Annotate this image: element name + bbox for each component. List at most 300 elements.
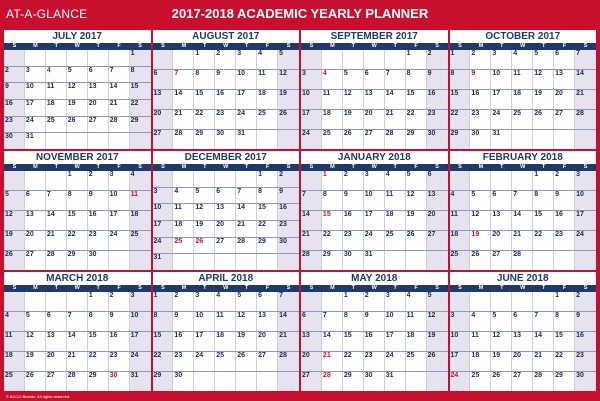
day-cell[interactable]: [130, 50, 151, 66]
day-cell[interactable]: [4, 67, 25, 83]
day-cell[interactable]: [236, 312, 257, 331]
day-cell[interactable]: [153, 312, 174, 331]
day-cell[interactable]: [194, 70, 215, 89]
day-cell[interactable]: [4, 231, 25, 250]
day-cell[interactable]: [109, 292, 130, 311]
day-cell[interactable]: [385, 292, 406, 311]
day-cell[interactable]: [427, 90, 448, 109]
day-cell[interactable]: [67, 171, 88, 190]
day-cell[interactable]: [257, 90, 278, 109]
day-cell[interactable]: [194, 90, 215, 109]
day-cell[interactable]: [215, 372, 236, 391]
day-cell[interactable]: [385, 352, 406, 371]
day-cell[interactable]: [153, 110, 174, 129]
day-cell[interactable]: [575, 171, 596, 190]
day-cell[interactable]: [88, 292, 109, 311]
day-cell[interactable]: [173, 171, 194, 187]
day-cell[interactable]: [109, 83, 130, 99]
day-cell[interactable]: [109, 211, 130, 230]
day-cell[interactable]: [343, 312, 364, 331]
day-cell[interactable]: [322, 50, 343, 69]
day-cell[interactable]: [215, 238, 236, 254]
day-cell[interactable]: [4, 211, 25, 230]
day-cell[interactable]: [427, 312, 448, 331]
day-cell[interactable]: [491, 90, 512, 109]
day-cell[interactable]: [278, 312, 299, 331]
day-cell[interactable]: [450, 211, 471, 230]
day-cell[interactable]: [109, 67, 130, 83]
day-cell[interactable]: [533, 312, 554, 331]
day-cell[interactable]: [512, 312, 533, 331]
day-cell[interactable]: [385, 171, 406, 190]
day-cell[interactable]: [364, 191, 385, 210]
day-cell[interactable]: [153, 221, 174, 237]
day-cell[interactable]: [88, 117, 109, 133]
day-cell[interactable]: [130, 133, 151, 149]
day-cell[interactable]: [25, 191, 46, 210]
day-cell[interactable]: [512, 292, 533, 311]
day-cell[interactable]: [385, 231, 406, 250]
day-cell[interactable]: [450, 191, 471, 210]
day-cell[interactable]: [236, 50, 257, 69]
day-cell[interactable]: [512, 50, 533, 69]
day-cell[interactable]: [46, 117, 67, 133]
day-cell[interactable]: [46, 133, 67, 149]
day-cell[interactable]: [450, 292, 471, 311]
day-cell[interactable]: [470, 171, 491, 190]
day-cell[interactable]: [4, 171, 25, 190]
day-cell[interactable]: [130, 352, 151, 371]
day-cell[interactable]: [278, 221, 299, 237]
day-cell[interactable]: [88, 83, 109, 99]
day-cell[interactable]: [88, 100, 109, 116]
day-cell[interactable]: [512, 70, 533, 89]
day-cell[interactable]: [470, 191, 491, 210]
day-cell[interactable]: [153, 50, 174, 69]
day-cell[interactable]: [427, 50, 448, 69]
day-cell[interactable]: [4, 133, 25, 149]
day-cell[interactable]: [450, 70, 471, 89]
day-cell[interactable]: [46, 67, 67, 83]
day-cell[interactable]: [4, 372, 25, 391]
day-cell[interactable]: [427, 352, 448, 371]
day-cell[interactable]: [322, 292, 343, 311]
day-cell[interactable]: [343, 231, 364, 250]
day-cell[interactable]: [533, 251, 554, 270]
day-cell[interactable]: [406, 171, 427, 190]
day-cell[interactable]: [153, 90, 174, 109]
day-cell[interactable]: [194, 254, 215, 270]
day-cell[interactable]: [322, 110, 343, 129]
day-cell[interactable]: [46, 332, 67, 351]
day-cell[interactable]: [257, 188, 278, 204]
day-cell[interactable]: [554, 251, 575, 270]
day-cell[interactable]: [215, 90, 236, 109]
day-cell[interactable]: [173, 372, 194, 391]
day-cell[interactable]: [173, 312, 194, 331]
day-cell[interactable]: [130, 251, 151, 270]
day-cell[interactable]: [46, 50, 67, 66]
day-cell[interactable]: [533, 292, 554, 311]
day-cell[interactable]: [25, 117, 46, 133]
day-cell[interactable]: [406, 231, 427, 250]
day-cell[interactable]: [575, 292, 596, 311]
day-cell[interactable]: [130, 211, 151, 230]
day-cell[interactable]: [153, 204, 174, 220]
day-cell[interactable]: [575, 231, 596, 250]
day-cell[interactable]: [491, 251, 512, 270]
day-cell[interactable]: [301, 292, 322, 311]
day-cell[interactable]: [322, 332, 343, 351]
day-cell[interactable]: [470, 50, 491, 69]
day-cell[interactable]: [130, 191, 151, 210]
day-cell[interactable]: [491, 50, 512, 69]
day-cell[interactable]: [215, 292, 236, 311]
day-cell[interactable]: [257, 204, 278, 220]
day-cell[interactable]: [194, 292, 215, 311]
day-cell[interactable]: [575, 90, 596, 109]
day-cell[interactable]: [278, 70, 299, 89]
day-cell[interactable]: [470, 292, 491, 311]
day-cell[interactable]: [153, 238, 174, 254]
day-cell[interactable]: [130, 372, 151, 391]
day-cell[interactable]: [173, 238, 194, 254]
day-cell[interactable]: [88, 50, 109, 66]
day-cell[interactable]: [554, 191, 575, 210]
day-cell[interactable]: [278, 292, 299, 311]
day-cell[interactable]: [343, 50, 364, 69]
day-cell[interactable]: [427, 292, 448, 311]
day-cell[interactable]: [130, 171, 151, 190]
day-cell[interactable]: [512, 90, 533, 109]
day-cell[interactable]: [406, 292, 427, 311]
day-cell[interactable]: [533, 171, 554, 190]
day-cell[interactable]: [130, 332, 151, 351]
day-cell[interactable]: [533, 90, 554, 109]
day-cell[interactable]: [46, 191, 67, 210]
day-cell[interactable]: [406, 130, 427, 149]
day-cell[interactable]: [427, 251, 448, 270]
day-cell[interactable]: [470, 90, 491, 109]
day-cell[interactable]: [278, 352, 299, 371]
day-cell[interactable]: [343, 130, 364, 149]
day-cell[interactable]: [236, 171, 257, 187]
day-cell[interactable]: [470, 70, 491, 89]
day-cell[interactable]: [88, 211, 109, 230]
day-cell[interactable]: [215, 312, 236, 331]
day-cell[interactable]: [173, 332, 194, 351]
day-cell[interactable]: [236, 292, 257, 311]
day-cell[interactable]: [25, 312, 46, 331]
day-cell[interactable]: [450, 231, 471, 250]
day-cell[interactable]: [25, 332, 46, 351]
day-cell[interactable]: [491, 231, 512, 250]
day-cell[interactable]: [109, 191, 130, 210]
day-cell[interactable]: [67, 117, 88, 133]
day-cell[interactable]: [130, 312, 151, 331]
day-cell[interactable]: [130, 67, 151, 83]
day-cell[interactable]: [67, 67, 88, 83]
day-cell[interactable]: [4, 100, 25, 116]
day-cell[interactable]: [109, 133, 130, 149]
day-cell[interactable]: [4, 117, 25, 133]
day-cell[interactable]: [173, 352, 194, 371]
day-cell[interactable]: [4, 352, 25, 371]
day-cell[interactable]: [46, 83, 67, 99]
day-cell[interactable]: [450, 50, 471, 69]
day-cell[interactable]: [194, 352, 215, 371]
day-cell[interactable]: [88, 231, 109, 250]
day-cell[interactable]: [236, 110, 257, 129]
day-cell[interactable]: [512, 251, 533, 270]
day-cell[interactable]: [109, 352, 130, 371]
day-cell[interactable]: [343, 90, 364, 109]
day-cell[interactable]: [278, 238, 299, 254]
day-cell[interactable]: [322, 251, 343, 270]
day-cell[interactable]: [406, 110, 427, 129]
day-cell[interactable]: [67, 332, 88, 351]
day-cell[interactable]: [364, 70, 385, 89]
day-cell[interactable]: [46, 372, 67, 391]
day-cell[interactable]: [322, 171, 343, 190]
day-cell[interactable]: [236, 221, 257, 237]
day-cell[interactable]: [575, 312, 596, 331]
day-cell[interactable]: [46, 211, 67, 230]
day-cell[interactable]: [301, 352, 322, 371]
day-cell[interactable]: [4, 292, 25, 311]
day-cell[interactable]: [109, 171, 130, 190]
day-cell[interactable]: [257, 221, 278, 237]
day-cell[interactable]: [554, 171, 575, 190]
day-cell[interactable]: [130, 83, 151, 99]
day-cell[interactable]: [491, 312, 512, 331]
day-cell[interactable]: [554, 352, 575, 371]
day-cell[interactable]: [109, 251, 130, 270]
day-cell[interactable]: [257, 50, 278, 69]
day-cell[interactable]: [533, 191, 554, 210]
day-cell[interactable]: [153, 130, 174, 149]
day-cell[interactable]: [301, 372, 322, 391]
day-cell[interactable]: [364, 50, 385, 69]
day-cell[interactable]: [25, 67, 46, 83]
day-cell[interactable]: [343, 70, 364, 89]
day-cell[interactable]: [512, 110, 533, 129]
day-cell[interactable]: [533, 70, 554, 89]
day-cell[interactable]: [173, 90, 194, 109]
day-cell[interactable]: [406, 312, 427, 331]
day-cell[interactable]: [88, 171, 109, 190]
day-cell[interactable]: [257, 254, 278, 270]
day-cell[interactable]: [364, 332, 385, 351]
day-cell[interactable]: [88, 133, 109, 149]
day-cell[interactable]: [385, 90, 406, 109]
day-cell[interactable]: [67, 312, 88, 331]
day-cell[interactable]: [364, 251, 385, 270]
day-cell[interactable]: [67, 100, 88, 116]
day-cell[interactable]: [236, 188, 257, 204]
day-cell[interactable]: [109, 50, 130, 66]
day-cell[interactable]: [130, 292, 151, 311]
day-cell[interactable]: [67, 352, 88, 371]
day-cell[interactable]: [322, 70, 343, 89]
day-cell[interactable]: [491, 372, 512, 391]
day-cell[interactable]: [194, 50, 215, 69]
day-cell[interactable]: [215, 188, 236, 204]
day-cell[interactable]: [512, 191, 533, 210]
day-cell[interactable]: [173, 254, 194, 270]
day-cell[interactable]: [491, 110, 512, 129]
day-cell[interactable]: [385, 110, 406, 129]
day-cell[interactable]: [554, 211, 575, 230]
day-cell[interactable]: [278, 204, 299, 220]
day-cell[interactable]: [385, 130, 406, 149]
day-cell[interactable]: [257, 352, 278, 371]
day-cell[interactable]: [450, 130, 471, 149]
day-cell[interactable]: [575, 211, 596, 230]
day-cell[interactable]: [533, 50, 554, 69]
day-cell[interactable]: [257, 238, 278, 254]
day-cell[interactable]: [491, 292, 512, 311]
day-cell[interactable]: [364, 110, 385, 129]
day-cell[interactable]: [406, 352, 427, 371]
day-cell[interactable]: [554, 50, 575, 69]
day-cell[interactable]: [427, 191, 448, 210]
day-cell[interactable]: [46, 251, 67, 270]
day-cell[interactable]: [470, 130, 491, 149]
day-cell[interactable]: [450, 251, 471, 270]
day-cell[interactable]: [301, 110, 322, 129]
day-cell[interactable]: [406, 211, 427, 230]
day-cell[interactable]: [215, 50, 236, 69]
day-cell[interactable]: [322, 372, 343, 391]
day-cell[interactable]: [427, 110, 448, 129]
day-cell[interactable]: [215, 171, 236, 187]
day-cell[interactable]: [364, 372, 385, 391]
day-cell[interactable]: [343, 352, 364, 371]
day-cell[interactable]: [173, 70, 194, 89]
day-cell[interactable]: [322, 312, 343, 331]
day-cell[interactable]: [533, 332, 554, 351]
day-cell[interactable]: [343, 211, 364, 230]
day-cell[interactable]: [512, 372, 533, 391]
day-cell[interactable]: [278, 332, 299, 351]
day-cell[interactable]: [491, 130, 512, 149]
day-cell[interactable]: [491, 352, 512, 371]
day-cell[interactable]: [88, 372, 109, 391]
day-cell[interactable]: [153, 254, 174, 270]
day-cell[interactable]: [25, 352, 46, 371]
day-cell[interactable]: [554, 292, 575, 311]
day-cell[interactable]: [25, 83, 46, 99]
day-cell[interactable]: [278, 90, 299, 109]
day-cell[interactable]: [406, 251, 427, 270]
day-cell[interactable]: [427, 70, 448, 89]
day-cell[interactable]: [364, 171, 385, 190]
day-cell[interactable]: [88, 352, 109, 371]
day-cell[interactable]: [88, 312, 109, 331]
day-cell[interactable]: [257, 70, 278, 89]
day-cell[interactable]: [575, 191, 596, 210]
day-cell[interactable]: [278, 188, 299, 204]
day-cell[interactable]: [450, 312, 471, 331]
day-cell[interactable]: [236, 204, 257, 220]
day-cell[interactable]: [236, 372, 257, 391]
day-cell[interactable]: [215, 352, 236, 371]
day-cell[interactable]: [215, 70, 236, 89]
day-cell[interactable]: [385, 251, 406, 270]
day-cell[interactable]: [46, 100, 67, 116]
day-cell[interactable]: [512, 171, 533, 190]
day-cell[interactable]: [130, 117, 151, 133]
day-cell[interactable]: [236, 130, 257, 149]
day-cell[interactable]: [533, 352, 554, 371]
day-cell[interactable]: [575, 352, 596, 371]
day-cell[interactable]: [470, 110, 491, 129]
day-cell[interactable]: [109, 117, 130, 133]
day-cell[interactable]: [194, 171, 215, 187]
day-cell[interactable]: [25, 133, 46, 149]
day-cell[interactable]: [470, 251, 491, 270]
day-cell[interactable]: [554, 312, 575, 331]
day-cell[interactable]: [575, 372, 596, 391]
day-cell[interactable]: [575, 130, 596, 149]
day-cell[interactable]: [130, 100, 151, 116]
day-cell[interactable]: [301, 90, 322, 109]
day-cell[interactable]: [25, 292, 46, 311]
day-cell[interactable]: [153, 292, 174, 311]
day-cell[interactable]: [533, 110, 554, 129]
day-cell[interactable]: [406, 50, 427, 69]
day-cell[interactable]: [575, 110, 596, 129]
day-cell[interactable]: [173, 110, 194, 129]
day-cell[interactable]: [67, 292, 88, 311]
day-cell[interactable]: [215, 254, 236, 270]
day-cell[interactable]: [46, 352, 67, 371]
day-cell[interactable]: [575, 50, 596, 69]
day-cell[interactable]: [343, 171, 364, 190]
day-cell[interactable]: [322, 191, 343, 210]
day-cell[interactable]: [364, 231, 385, 250]
day-cell[interactable]: [512, 211, 533, 230]
day-cell[interactable]: [257, 130, 278, 149]
day-cell[interactable]: [236, 70, 257, 89]
day-cell[interactable]: [385, 191, 406, 210]
day-cell[interactable]: [301, 171, 322, 190]
day-cell[interactable]: [301, 50, 322, 69]
day-cell[interactable]: [533, 211, 554, 230]
day-cell[interactable]: [236, 254, 257, 270]
day-cell[interactable]: [343, 372, 364, 391]
day-cell[interactable]: [278, 50, 299, 69]
day-cell[interactable]: [427, 231, 448, 250]
day-cell[interactable]: [88, 251, 109, 270]
day-cell[interactable]: [450, 372, 471, 391]
day-cell[interactable]: [491, 171, 512, 190]
day-cell[interactable]: [343, 292, 364, 311]
day-cell[interactable]: [67, 231, 88, 250]
day-cell[interactable]: [575, 251, 596, 270]
day-cell[interactable]: [385, 70, 406, 89]
day-cell[interactable]: [575, 332, 596, 351]
day-cell[interactable]: [427, 372, 448, 391]
day-cell[interactable]: [554, 70, 575, 89]
day-cell[interactable]: [215, 204, 236, 220]
day-cell[interactable]: [491, 211, 512, 230]
day-cell[interactable]: [470, 231, 491, 250]
day-cell[interactable]: [173, 50, 194, 69]
day-cell[interactable]: [278, 254, 299, 270]
day-cell[interactable]: [450, 171, 471, 190]
